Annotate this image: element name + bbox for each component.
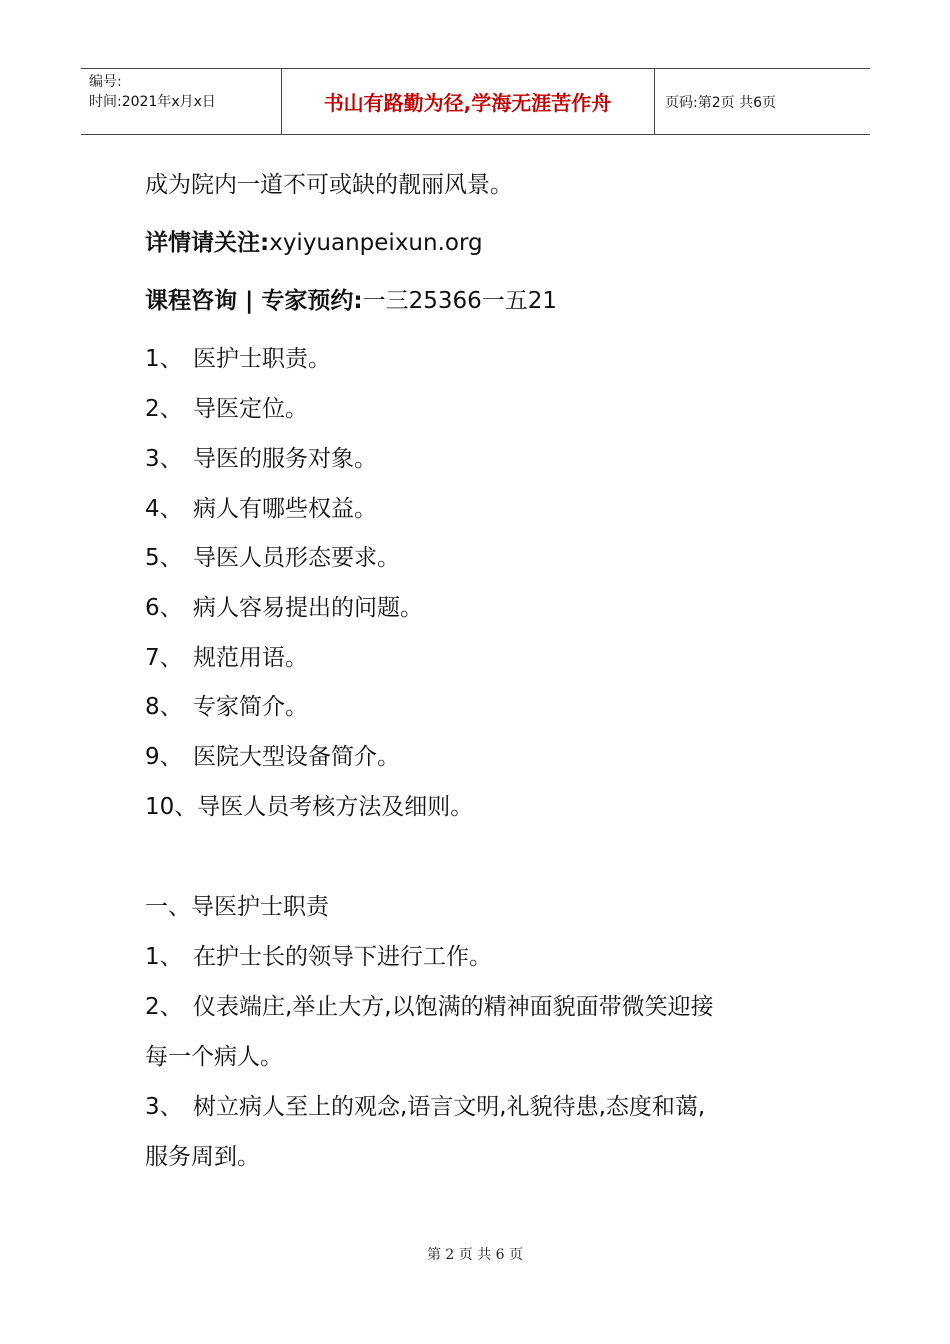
contact-line [145,286,557,316]
toc-text: 导医的服务对象。 [193,446,377,472]
toc-text: 专家简介。 [193,694,308,720]
duty-item-continuation: 每一个病人。 [145,1044,283,1070]
duty-text: 仪表端庄,举止大方,以饱满的精神面貌面带微笑迎接 [193,994,714,1020]
toc-num: 9、 [145,744,183,770]
duty-num: 2、 [145,994,183,1020]
details-label: 详情请关注: [145,230,270,256]
toc-item [145,543,400,573]
toc-text: 导医人员考核方法及细则。 [197,794,474,820]
toc-text: 导医定位。 [193,396,308,422]
toc-text: 病人有哪些权益。 [193,496,377,522]
toc-num: 1、 [145,346,183,372]
details-url: xyiyuanpeixun.org [269,230,483,256]
contact-value: 一三25366一五21 [362,288,558,314]
duty-text: 在护士长的领导下进行工作。 [193,944,492,970]
duty-item [145,992,714,1022]
header-page-info: 页码:第2页 共6页 [665,94,776,111]
toc-item [145,394,308,424]
details-line [145,228,483,258]
page-header [81,68,870,135]
duty-item [145,942,492,972]
section-title: 一、导医护士职责 [145,894,329,920]
toc-num: 4、 [145,496,183,522]
toc-item [145,444,377,474]
contact-label: 课程咨询 | 专家预约: [145,288,363,314]
toc-num: 10、 [145,794,198,820]
duty-item-continuation: 服务周到。 [145,1144,260,1170]
header-motto: 书山有路勤为径,学海无涯苦作舟 [323,91,612,115]
toc-num: 8、 [145,694,183,720]
toc-item [145,344,331,374]
toc-num: 7、 [145,645,183,671]
toc-item [145,692,308,722]
toc-item [145,742,400,772]
intro-line: 成为院内一道不可或缺的靓丽风景。 [145,172,513,198]
toc-num: 6、 [145,595,183,621]
duty-text: 树立病人至上的观念,语言文明,礼貌待患,态度和蔼, [193,1094,706,1120]
time-label: 时间:2021年x月x日 [89,94,216,110]
page-footer: 第 2 页 共 6 页 [426,1247,524,1263]
toc-num: 5、 [145,545,183,571]
toc-text: 医护士职责。 [193,346,331,372]
header-meta [89,72,216,112]
toc-item [145,643,308,673]
number-label: 编号: [89,74,122,90]
toc-text: 导医人员形态要求。 [193,545,400,571]
toc-item [145,593,423,623]
toc-num: 3、 [145,446,183,472]
toc-num: 2、 [145,396,183,422]
duty-num: 3、 [145,1094,183,1120]
header-divider [654,69,655,134]
toc-item [145,494,377,524]
duty-item [145,1092,705,1122]
toc-text: 医院大型设备简介。 [193,744,400,770]
toc-text: 规范用语。 [193,645,308,671]
duty-num: 1、 [145,944,183,970]
toc-text: 病人容易提出的问题。 [193,595,423,621]
toc-item [145,792,473,822]
